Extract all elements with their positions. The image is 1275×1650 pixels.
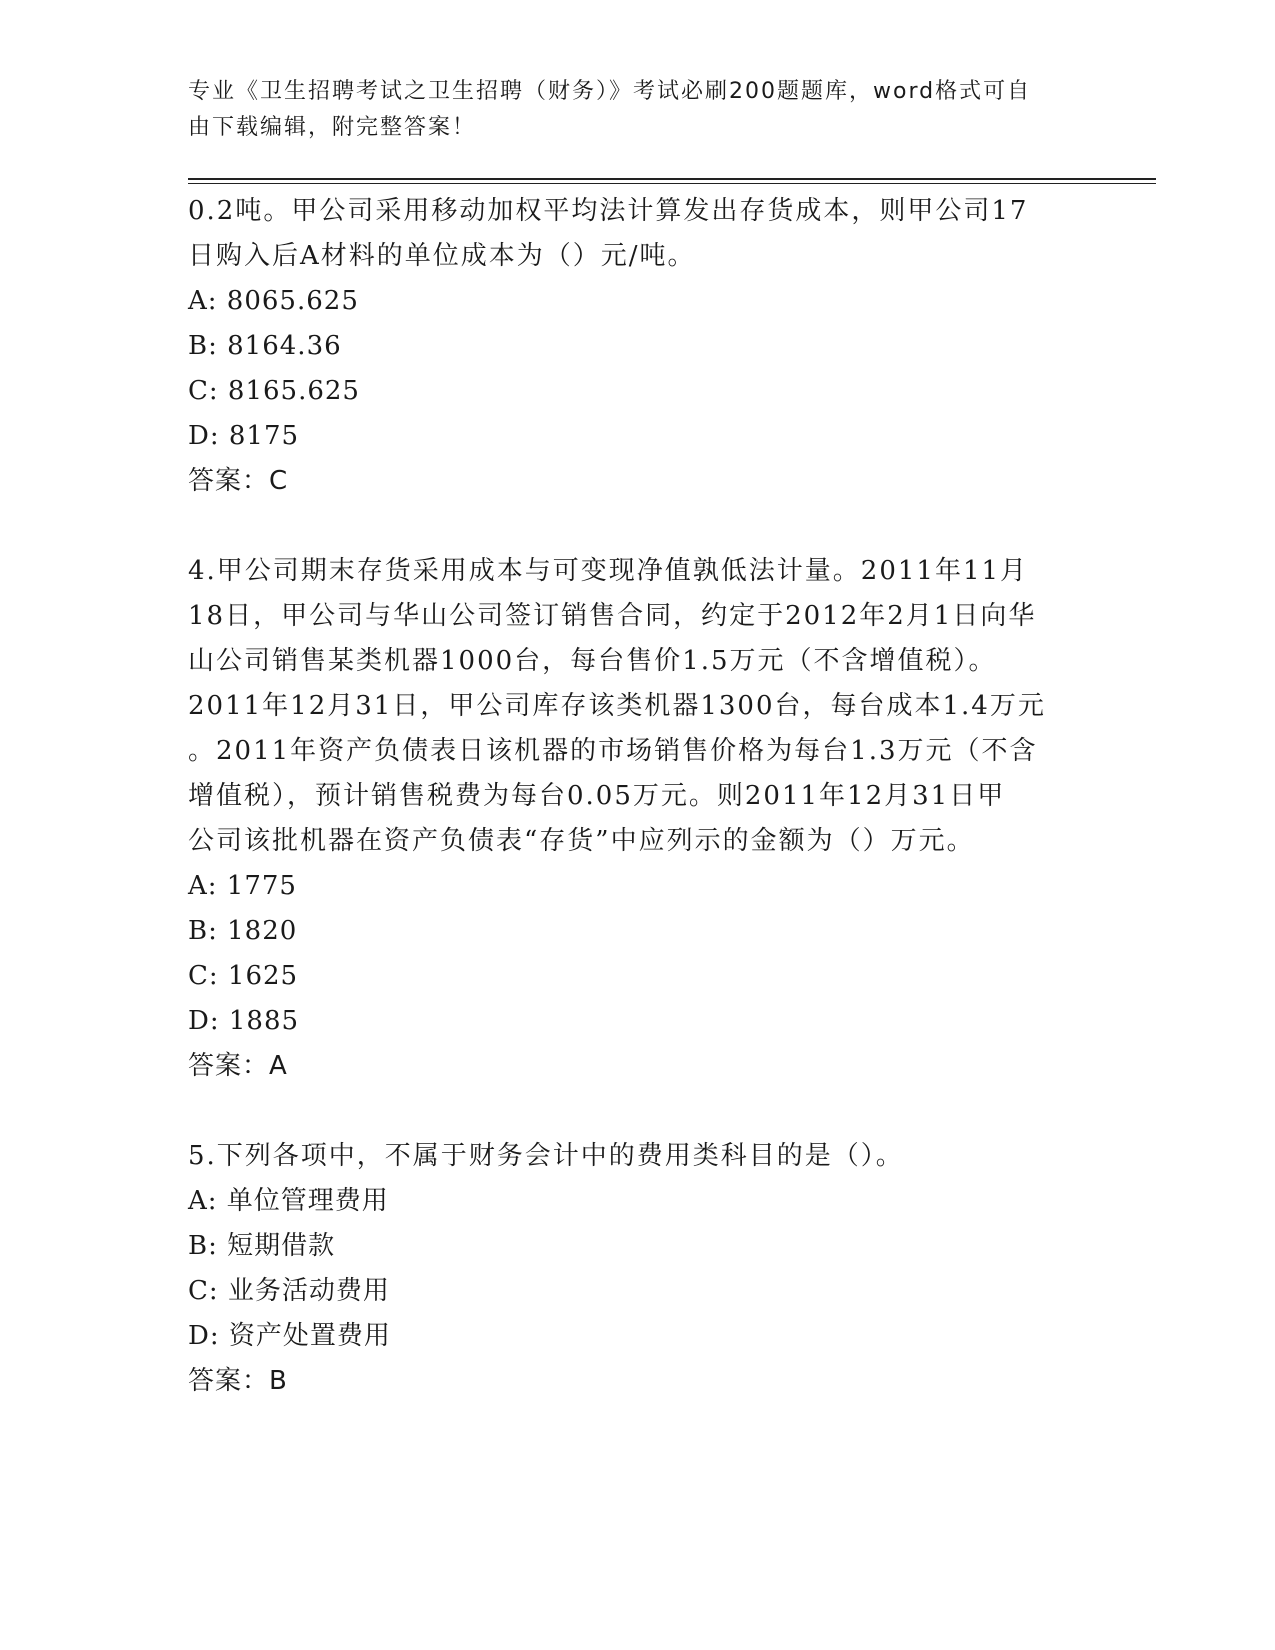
option-a: A: 单位管理费用 bbox=[188, 1186, 389, 1216]
option-b: B: 短期借款 bbox=[188, 1231, 336, 1261]
spacer bbox=[188, 504, 1088, 549]
option-c: C: 8165.625 bbox=[188, 376, 360, 406]
question-4 bbox=[188, 549, 1088, 1089]
question-5 bbox=[188, 1134, 1088, 1404]
question-text-line: 。2011年资产负债表日该机器的市场销售价格为每台1.3万元（不含 bbox=[188, 736, 1038, 766]
question-text-line: 18日，甲公司与华山公司签订销售合同，约定于2012年2月1日向华 bbox=[188, 601, 1037, 631]
answer-label: 答案：B bbox=[188, 1366, 288, 1396]
option-c: C: 1625 bbox=[188, 961, 299, 991]
answer-label: 答案：C bbox=[188, 466, 289, 496]
option-a: A: 8065.625 bbox=[188, 286, 359, 316]
question-text-line: 日购入后A材料的单位成本为（）元/吨。 bbox=[188, 241, 696, 271]
question-text-line: 山公司销售某类机器1000台，每台售价1.5万元（不含增值税）。 bbox=[188, 646, 997, 676]
question-text-line: 4.甲公司期末存货采用成本与可变现净值孰低法计量。2011年11月 bbox=[188, 556, 1029, 586]
option-b: B: 1820 bbox=[188, 916, 298, 946]
header-line-1: 专业《卫生招聘考试之卫生招聘（财务）》考试必刷200题题库，word格式可自 bbox=[188, 79, 1032, 104]
question-text-line: 5.下列各项中，不属于财务会计中的费用类科目的是（）。 bbox=[188, 1141, 904, 1171]
option-d: D: 资产处置费用 bbox=[188, 1321, 391, 1351]
question-3 bbox=[188, 189, 1088, 504]
question-text-line: 增值税），预计销售税费为每台0.05万元。则2011年12月31日甲 bbox=[188, 781, 1006, 811]
option-d: D: 8175 bbox=[188, 421, 300, 451]
option-b: B: 8164.36 bbox=[188, 331, 342, 361]
option-d: D: 1885 bbox=[188, 1006, 300, 1036]
document-body bbox=[188, 189, 1088, 1404]
spacer bbox=[188, 1089, 1088, 1134]
question-text-line: 公司该批机器在资产负债表“存货”中应列示的金额为（）万元。 bbox=[188, 826, 975, 856]
question-text-line: 2011年12月31日，甲公司库存该类机器1300台，每台成本1.4万元 bbox=[188, 691, 1046, 721]
answer-label: 答案：A bbox=[188, 1051, 288, 1081]
header-divider-thick bbox=[188, 178, 1156, 180]
question-text-line: 0.2吨。甲公司采用移动加权平均法计算发出存货成本，则甲公司17 bbox=[188, 196, 1029, 226]
header-divider-thin bbox=[188, 183, 1156, 184]
document-header bbox=[188, 74, 1068, 146]
option-a: A: 1775 bbox=[188, 871, 297, 901]
header-line-2: 由下载编辑，附完整答案！ bbox=[188, 115, 477, 140]
option-c: C: 业务活动费用 bbox=[188, 1276, 390, 1306]
